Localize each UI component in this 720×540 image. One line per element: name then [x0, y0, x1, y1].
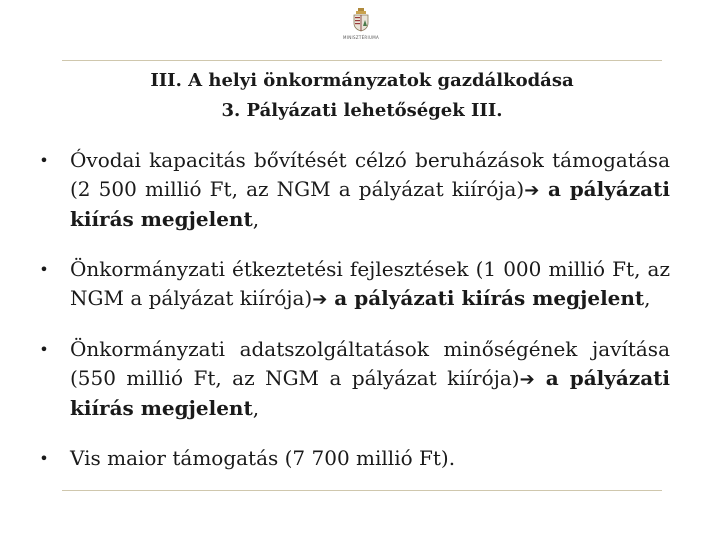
item-tail: , — [252, 207, 260, 231]
item-text: Óvodai kapacitás bővítését célzó beruházások támogatása (2 500 millió Ft, az NGM a pályázat kiírója) — [70, 148, 670, 201]
title-line-1: III. A helyi önkormányzatok gazdálkodása — [150, 70, 574, 91]
list-item — [34, 146, 670, 234]
bullet-icon: • — [39, 340, 49, 359]
list-item — [34, 335, 670, 423]
bullet-icon: • — [39, 449, 49, 468]
logo-text: MINISZTÉRIUMA — [342, 35, 380, 40]
list-item — [34, 255, 670, 314]
bottom-divider — [62, 490, 662, 491]
arrow-right-icon: ➔ — [519, 369, 535, 390]
bullet-list — [34, 146, 670, 473]
coat-of-arms-icon — [352, 8, 370, 32]
bullet-icon: • — [39, 260, 49, 279]
item-text: Önkormányzati adatszolgáltatások minőségének javítása (550 millió Ft, az NGM a pályázat kiírója) — [70, 337, 670, 390]
item-tail: , — [252, 396, 260, 420]
item-highlight: a pályázati kiírás megjelent — [70, 177, 670, 231]
item-tail: , — [644, 286, 651, 310]
slide-title — [62, 66, 662, 126]
bullet-icon: • — [39, 151, 49, 170]
arrow-right-icon: ➔ — [524, 180, 540, 201]
item-text: Vis maior támogatás (7 700 millió Ft). — [70, 446, 456, 470]
arrow-right-icon: ➔ — [312, 289, 328, 310]
top-divider — [62, 60, 662, 61]
list-item — [34, 444, 670, 473]
item-highlight: a pályázati kiírás megjelent — [327, 286, 645, 310]
ministry-logo — [322, 0, 400, 58]
item-highlight: a pályázati kiírás megjelent — [70, 366, 670, 420]
item-text: Önkormányzati étkeztetési fejlesztések (1 000 millió Ft, az NGM a pályázat kiírója) — [70, 257, 670, 310]
title-line-2: 3. Pályázati lehetőségek III. — [221, 100, 503, 121]
